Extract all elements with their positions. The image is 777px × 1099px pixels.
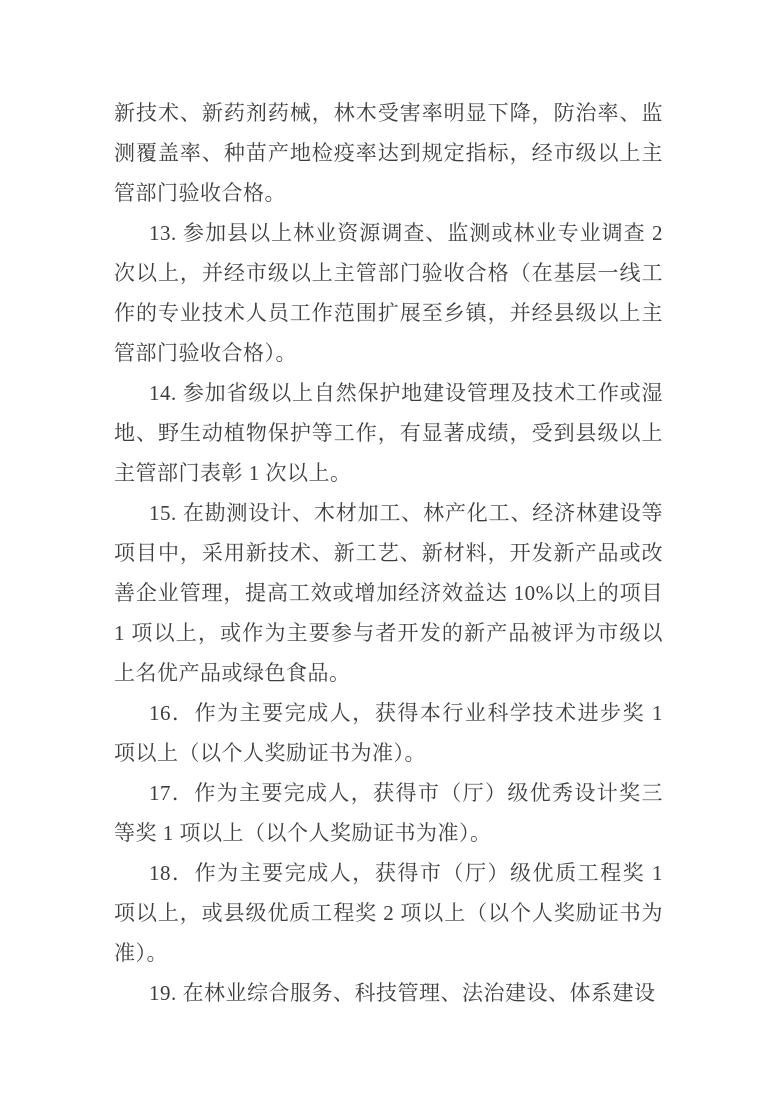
document-body xyxy=(114,93,663,1013)
paragraph-item-19: 19. 在林业综合服务、科技管理、法治建设、体系建设 xyxy=(149,981,656,1005)
paragraph-continuation: 新技术、新药剂药械，林木受害率明显下降，防治率、监测覆盖率、种苗产地检疫率达到规定指标，经市级以上主管部门验收合格。 xyxy=(114,101,663,205)
paragraph-item-17: 17．作为主要完成人，获得市（厅）级优秀设计奖三等奖 1 项以上（以个人奖励证书为准）。 xyxy=(114,781,663,845)
paragraph-item-15: 15. 在勘测设计、木材加工、林产化工、经济林建设等项目中，采用新技术、新工艺、新材料，开发新产品或改善企业管理，提高工效或增加经济效益达 10%以上的项目 1 项以上，或作为主要参与者开发的新产品被评为市级以上名优产品或绿色食品。 xyxy=(114,501,663,685)
paragraph-item-13: 13. 参加县以上林业资源调查、监测或林业专业调查 2 次以上，并经市级以上主管部门验收合格（在基层一线工作的专业技术人员工作范围扩展至乡镇，并经县级以上主管部门验收合格）。 xyxy=(114,221,663,365)
paragraph-item-14: 14. 参加省级以上自然保护地建设管理及技术工作或湿地、野生动植物保护等工作，有显著成绩，受到县级以上主管部门表彰 1 次以上。 xyxy=(114,381,663,485)
paragraph-item-16: 16．作为主要完成人，获得本行业科学技术进步奖 1 项以上（以个人奖励证书为准）。 xyxy=(114,701,663,765)
paragraph-item-18: 18．作为主要完成人，获得市（厅）级优质工程奖 1 项以上，或县级优质工程奖 2 项以上（以个人奖励证书为准）。 xyxy=(114,861,663,965)
